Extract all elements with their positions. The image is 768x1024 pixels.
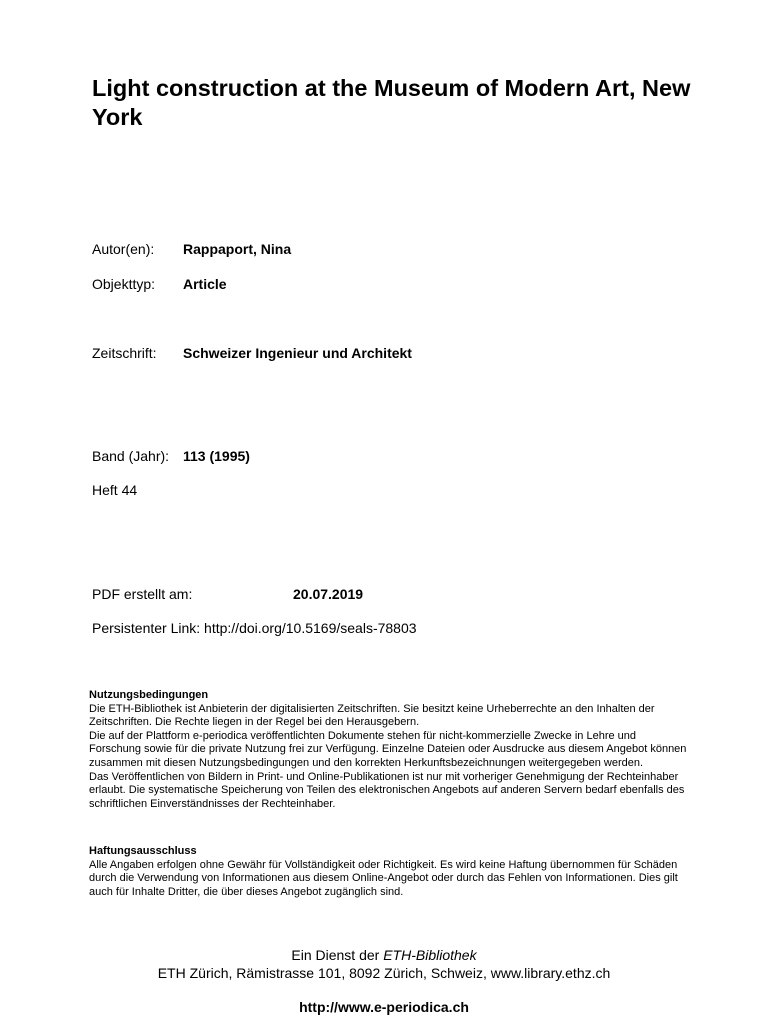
persistent-link[interactable]: Persistenter Link: http://doi.org/10.5169/seals-78803 [92,620,417,636]
pdf-created-label: PDF erstellt am: [92,586,193,602]
volume-value: 113 (1995) [183,448,250,464]
terms-of-use-section [89,689,689,811]
service-prefix: Ein Dienst der [291,947,384,963]
service-name: ETH-Bibliothek [383,947,477,963]
disclaimer-section [89,845,689,899]
disclaimer-heading: Haftungsausschluss [89,845,197,857]
terms-heading: Nutzungsbedingungen [89,689,209,701]
journal-value: Schweizer Ingenieur und Architekt [183,345,412,361]
author-label: Autor(en): [92,241,155,257]
issue-text: Heft 44 [92,482,138,498]
terms-paragraph: Das Veröffentlichen von Bildern in Print- und Online-Publikationen ist nur mit vorheriger Genehmigung der Rechteinhaber erlaubt. Die systematische Speicherung von Teilen des elektronischen Angebots auf anderen Servern bedarf ebenfalls des schriftlichen Einverständnisses der Rechteinhaber. [89,770,685,810]
volume-label: Band (Jahr): [92,448,170,464]
document-title: Light construction at the Museum of Modern Art, New York [92,75,691,130]
object-type-value: Article [183,276,227,292]
disclaimer-text: Alle Angaben erfolgen ohne Gewähr für Vollständigkeit oder Richtigkeit. Es wird keine Haftung übernommen für Schäden durch die Verwendung von Informationen aus diesem Online-Angebot oder durch das Fehlen von Informationen. Dies gilt auch für Inhalte Dritter, die über dieses Angebot zugänglich sind. [89,858,678,898]
address-line: ETH Zürich, Rämistrasse 101, 8092 Zürich, Schweiz, www.library.ethz.ch [157,965,611,981]
pdf-created-value: 20.07.2019 [293,586,364,602]
e-periodica-link[interactable]: http://www.e-periodica.ch [299,999,469,1015]
journal-label: Zeitschrift: [92,345,157,361]
object-type-label: Objekttyp: [92,276,156,292]
terms-paragraph: Die ETH-Bibliothek ist Anbieterin der digitalisierten Zeitschriften. Sie besitzt keine Urheberrechte an den Inhalten der Zeitschriften. Die Rechte liegen in der Regel bei den Herausgebern. [89,702,655,729]
terms-paragraph: Die auf der Plattform e-periodica veröffentlichten Dokumente stehen für nicht-kommerzielle Zwecke in Lehre und Forschung sowie für die private Nutzung frei zur Verfügung. Einzelne Dateien oder Ausdrucke aus diesem Angebot können zusammen mit diesen Nutzungsbedingungen und den korrekten Herkunftsbezeichnungen weitergegeben werden. [89,729,687,769]
author-value: Rappaport, Nina [183,241,292,257]
service-line [0,947,768,964]
